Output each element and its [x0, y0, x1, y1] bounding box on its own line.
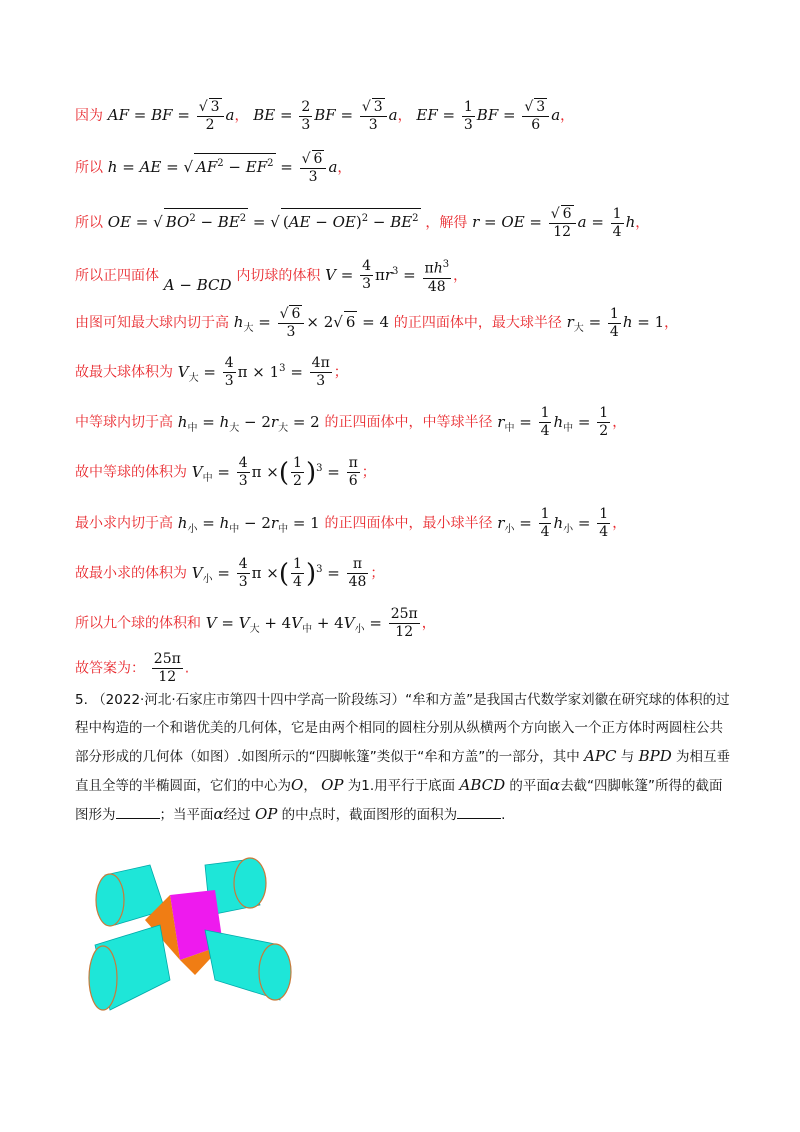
- text: 的正四面体中，最小球半径: [324, 515, 493, 532]
- answer-blank-2[interactable]: [457, 804, 501, 819]
- text: OP: [321, 776, 344, 794]
- text: 的中点时，截面图形的面积为: [281, 807, 458, 823]
- text: 去截“四脚帐篷”所得的截面图形为: [75, 778, 723, 823]
- text: 中等球内切于高: [75, 414, 173, 431]
- text: 由图可知最大球内切于高: [75, 315, 229, 331]
- text: 因为: [75, 108, 103, 124]
- solution-line-4: 所以正四面体 A − BCD 内切球的体积 V = $\frac{4}{3}$ $\pi r^3$ = $\frac{\pi h^3}{48}$ ，: [75, 256, 467, 296]
- text: 内切球的体积: [236, 267, 321, 284]
- text: 所以九个球的体积和: [75, 615, 201, 632]
- solution-line-3: 所以 OE = √ $BO^2 - BE^2$ = √ $(AE - OE)^2 - BE^2$ ，解得 r = OE = $\frac{√ 6}{12}$ a = $\frac{1}{4}$ h，: [75, 205, 650, 240]
- text: 所以正四面体: [75, 267, 159, 284]
- text: .: [501, 807, 506, 823]
- text: O: [291, 776, 304, 794]
- problem-source: （2022·河北·石家庄市第四十四中学高一阶段练习）: [92, 692, 406, 708]
- text: 为1.用平行于底面: [347, 778, 456, 794]
- text: ；当平面: [159, 807, 214, 823]
- problem-number: 5.: [75, 692, 88, 708]
- text: 所以: [75, 160, 103, 176]
- text: APC: [584, 747, 617, 765]
- solution-line-1: 因为 AF = BF = $\frac{√ 3}{2}$ a， BE = $\frac{2}{3}$ BF = $\frac{√ 3}{3}$ a， EF = $\frac{1}{3}$ BF = $\frac{√ 3}{6}$ a，: [75, 98, 575, 133]
- text: 经过: [223, 807, 251, 823]
- text: 故答案为：: [75, 660, 145, 677]
- problem-5: [75, 686, 735, 829]
- text: 为相互垂直且全等的半椭圆面，它们的中心为: [75, 749, 731, 794]
- solution-line-8: 故中等球的体积为 $V_中$ = $\frac{4}{3}$ π ×( $\frac{1}{2}$ )$^3$ = $\frac{\pi}{6}$ ；: [75, 455, 376, 489]
- solution-line-10: 故最小求的体积为 $V_小$ = $\frac{4}{3}$ π ×( $\frac{1}{4}$ )$^3$ = $\frac{\pi}{48}$ ；: [75, 556, 385, 590]
- text: 故中等球的体积为: [75, 464, 187, 481]
- text: 的平面: [509, 778, 550, 794]
- solution-line-6: 故最大球体积为 $V_大$ = $\frac{4}{3}$ $\pi \times 1^3$ = $\frac{4\pi}{3}$ ；: [75, 355, 348, 389]
- text: 故最大球体积为: [75, 364, 173, 381]
- solution-line-5: 由图可知最大球内切于高 $h_大$ = $\frac{√ 6}{3}$ × 2√ 6 = 4 的正四面体中，最大球半径 $r_大$ = $\frac{1}{4}$ h = 1，: [75, 305, 679, 340]
- solution-line-2: 所以 h = AE = √ $AF^2 - EF^2$ = $\frac{√ 6}{3}$ a，: [75, 151, 352, 185]
- text: 与: [620, 749, 635, 765]
- four-legged-tent-figure: [75, 850, 305, 1020]
- text: “牟和方盖”是我国古代数学家刘徽在研究球的体积的过程中构造的一个和谐优美的几何体，它是由两个相同的圆柱分别从纵横两个方向嵌入一个正方体时两圆柱公共部分形成的几何体（如图）.如图所示的“四脚帐篷”类似于“牟和方盖”的一部分，其中: [75, 692, 730, 765]
- solution-line-7: 中等球内切于高 $h_中 = h_大 - 2r_大 = 2$ 的正四面体中，中等球半径 $r_中$ = $\frac{1}{4}$ $h_中$ = $\frac{1}{2}$ ，: [75, 405, 627, 439]
- text: 最小求内切于高: [75, 515, 173, 532]
- text: ，: [303, 778, 317, 794]
- cylinder-front-left: [89, 925, 170, 1010]
- solution-line-11: 所以九个球的体积和 $V = V_大 + 4V_中 + 4V_小$ = $\frac{25\pi}{12}$ ，: [75, 606, 436, 640]
- answer-blank-1[interactable]: [116, 804, 160, 819]
- text: ABCD: [459, 776, 506, 794]
- text: BPD: [638, 747, 672, 765]
- cylinder-front-right: [205, 930, 291, 1000]
- text: ，解得: [425, 215, 468, 231]
- text: α: [549, 776, 561, 794]
- solution-line-9: 最小求内切于高 $h_小 = h_中 - 2r_中 = 1$ 的正四面体中，最小球半径 $r_小$ = $\frac{1}{4}$ $h_小$ = $\frac{1}{4}$ ，: [75, 506, 627, 540]
- text: 的正四面体中，中等球半径: [324, 414, 493, 431]
- text: α: [213, 805, 224, 823]
- text: 所以: [75, 215, 103, 231]
- text: 故最小求的体积为: [75, 565, 187, 582]
- text: OP: [254, 805, 278, 823]
- solution-line-12: 故答案为： $\frac{25\pi}{12}$ .: [75, 651, 190, 685]
- text: 的正四面体中，最大球半径: [393, 315, 562, 331]
